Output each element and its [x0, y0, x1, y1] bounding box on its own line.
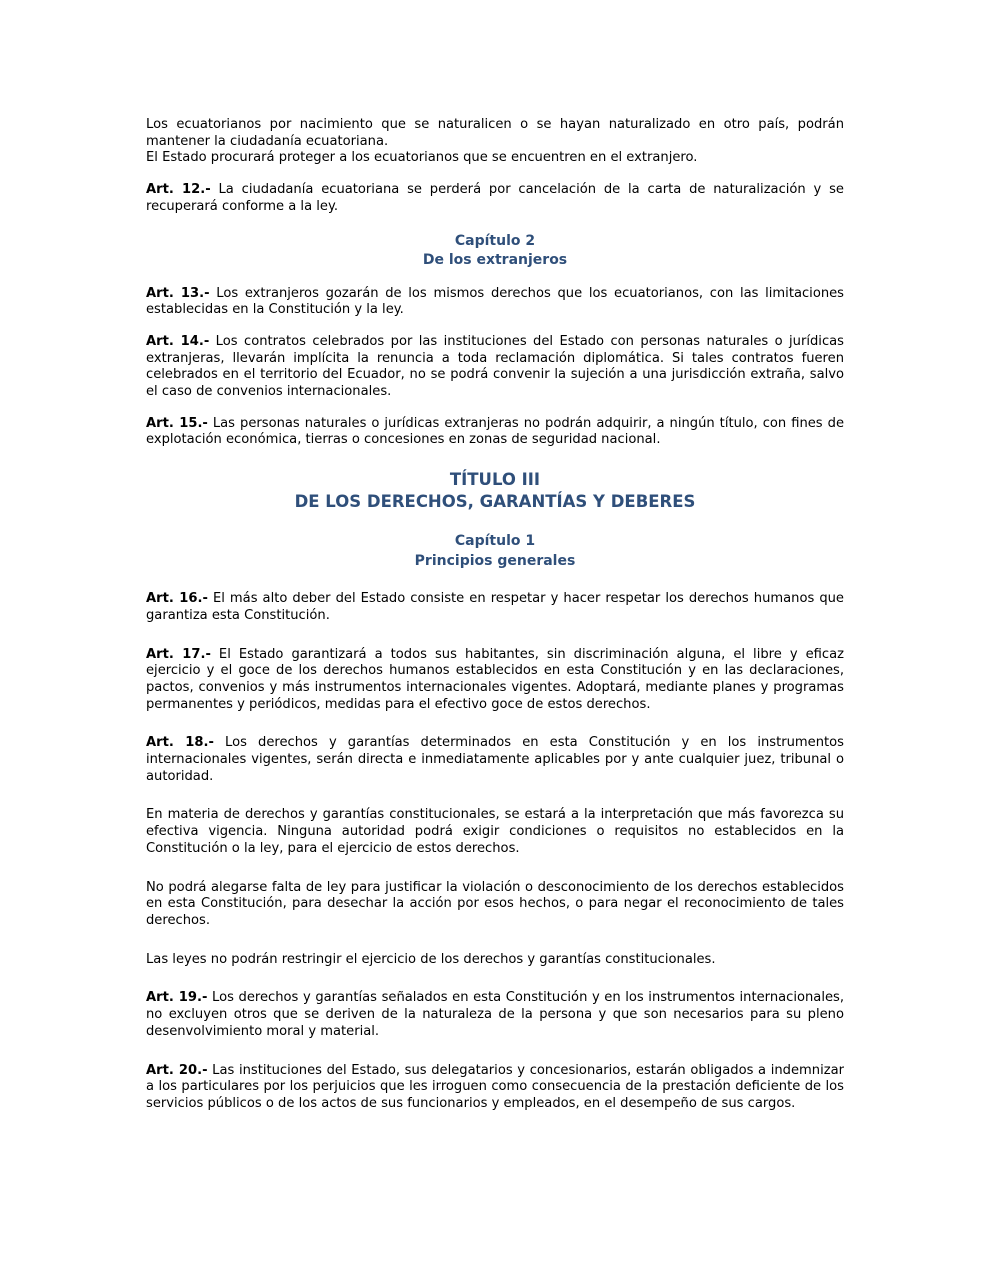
article-18: [146, 735, 844, 785]
article-12: [146, 182, 844, 215]
chapter-number: Capítulo 2: [454, 232, 536, 249]
article-label: Art. 16.-: [146, 591, 208, 607]
article-text: La ciudadanía ecuatoriana se perderá por cancelación de la carta de naturalización y se recuperará conforme a la ley.: [146, 182, 844, 214]
article-19: [146, 990, 844, 1040]
article-15: [146, 416, 844, 449]
article-label: Art. 20.-: [146, 1062, 208, 1078]
paragraph-naturalization: [146, 117, 844, 167]
article-text: Los derechos y garantías determinados en esta Constitución y en los instrumentos internacionales vigentes, serán directa e inmediatamente aplicables por y ante cualquier juez, tribunal o autoridad.: [146, 735, 844, 784]
article-text: Las instituciones del Estado, sus delegatarios y concesionarios, estarán obligados a indemnizar a los particulares por los perjuicios que les irroguen como consecuencia de la prestación deficiente de los servicios públicos o de los actos de sus funcionarios y empleados, en el desempeño de sus cargos.: [146, 1062, 845, 1111]
article-label: Art. 19.-: [146, 990, 208, 1006]
article-label: Art. 13.-: [146, 285, 210, 301]
article-label: Art. 12.-: [146, 182, 211, 198]
chapter-2-heading: [146, 232, 844, 271]
article-text: El Estado garantizará a todos sus habitantes, sin discriminación alguna, el libre y eficaz ejercicio y el goce de los derechos humanos establecidos en esta Constitución y en las declaraciones, pactos, convenios y más instrumentos internacionales vigentes. Adoptará, mediante planes y programas permanentes y periódicos, medidas para el efectivo goce de estos derechos.: [146, 646, 845, 712]
chapter-1-heading: [146, 532, 844, 571]
paragraph-line: Los ecuatorianos por nacimiento que se naturalicen o se hayan naturalizado en otro país, podrán mantener la ciudadanía ecuatoriana.: [146, 117, 844, 149]
article-17: [146, 647, 844, 714]
article-14: [146, 334, 844, 401]
article-label: Art. 17.-: [146, 646, 211, 662]
paragraph-lack-of-law: No podrá alegarse falta de ley para justificar la violación o desconocimiento de los derechos establecidos en esta Constitución, para desechar la acción por esos hechos, o para negar el reconocimiento de tales derechos.: [146, 879, 844, 928]
chapter-number: Capítulo 1: [454, 533, 536, 550]
chapter-title: De los extranjeros: [422, 252, 568, 269]
article-text: El más alto deber del Estado consiste en respetar y hacer respetar los derechos humanos que garantiza esta Constitución.: [146, 591, 844, 623]
article-text: Los contratos celebrados por las instituciones del Estado con personas naturales o jurídicas extranjeras, llevarán implícita la renuncia a toda reclamación diplomática. Si tales contratos fueren celebrados en el territorio del Ecuador, no se podrá convenir la sujeción a una jurisdicción extraña, salvo el caso de convenios internacionales.: [146, 333, 844, 400]
article-20: [146, 1063, 844, 1113]
title-number: TÍTULO III: [449, 470, 541, 490]
paragraph-laws-restriction: Las leyes no podrán restringir el ejercicio de los derechos y garantías constitucionales.: [146, 951, 716, 967]
article-label: Art. 18.-: [146, 735, 214, 751]
article-16: [146, 591, 844, 624]
article-text: Las personas naturales o jurídicas extranjeras no podrán adquirir, a ningún título, con fines de explotación económica, tierras o concesiones en zonas de seguridad nacional.: [146, 415, 845, 448]
article-text: Los derechos y garantías señalados en esta Constitución y en los instrumentos internacionales, no excluyen otros que se deriven de la naturaleza de la persona y que son necesarios para su pleno desenvolvimiento moral y material.: [146, 990, 844, 1039]
article-label: Art. 15.-: [146, 415, 208, 431]
paragraph-interpretation: En materia de derechos y garantías constitucionales, se estará a la interpretación que más favorezca su efectiva vigencia. Ninguna autoridad podrá exigir condiciones o requisitos no establecidos en la Constitución o la ley, para el ejercicio de estos derechos.: [146, 807, 844, 856]
article-label: Art. 14.-: [146, 333, 210, 349]
paragraph-line: El Estado procurará proteger a los ecuatorianos que se encuentren en el extranjero.: [146, 150, 698, 166]
article-13: [146, 286, 844, 319]
title-name: DE LOS DERECHOS, GARANTÍAS Y DEBERES: [294, 491, 696, 511]
chapter-title: Principios generales: [414, 552, 576, 569]
title-3-heading: [146, 469, 844, 512]
article-text: Los extranjeros gozarán de los mismos derechos que los ecuatorianos, con las limitaciones establecidas en la Constitución y la ley.: [146, 285, 845, 318]
